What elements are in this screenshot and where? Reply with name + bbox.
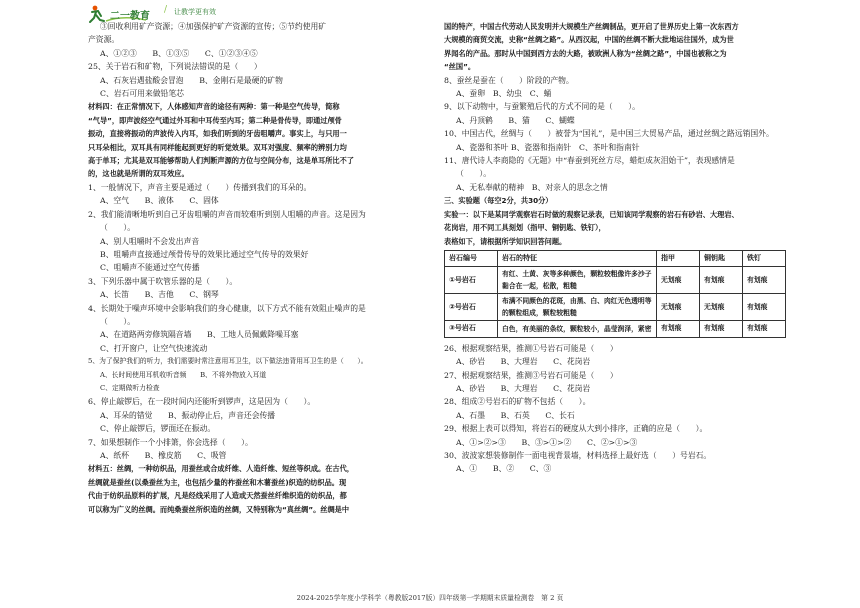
text-line: A、丹顶鹤 B、猫 C、蝴蝶 (456, 115, 575, 125)
text-line: （ ）。 (100, 316, 136, 326)
slogan-divider: / (164, 5, 168, 15)
text-line: 2、我们能清晰地听到自己牙齿咀嚼的声音而较难听到别人咀嚼的声音。这是因为 (88, 209, 366, 219)
text-line: 25、关于岩石和矿物，下列说法错误的是（ ） (88, 62, 262, 72)
text-line: 7、如果想制作一个小排箫，你会选择（ ）。 (88, 437, 253, 447)
rock-feature: 有红、土黄、灰等多种颜色，颗粒较粗像许多沙子黏合在一起，松散，粗糙 (498, 267, 657, 294)
text-line: A、瓷器和茶叶 B、瓷器和指南针 C、茶叶和指南针 (456, 142, 640, 152)
text-line: 4、长期处于噪声环境中会影响我们的身心健康，以下方式不能有效阻止噪声的是 (88, 303, 366, 313)
text-line: A、石墨 B、石英 C、长石 (456, 410, 575, 420)
iron-nail-result: 有划痕 (743, 294, 786, 321)
table-header: 铁钉 (743, 250, 786, 266)
text-line: A、别人咀嚼时不会发出声音 (100, 236, 200, 246)
text-line: A、砂岩 B、大理岩 C、花岗岩 (456, 357, 591, 367)
text-line: 花岗岩，用不同工具刻划（指甲、铜钥匙、铁钉）， (444, 223, 606, 233)
text-line: “气导”，即声波经空气通过外耳和中耳传至内耳；第二种是骨传导，即通过颅骨 (88, 115, 342, 125)
text-line: 大规模的商贸交流，史称“丝绸之路”。从西汉起，中国的丝绸不断大批地运往国外，成为世 (444, 35, 734, 45)
text-line: 28、组成②号岩石的矿物不包括（ ）。 (444, 397, 591, 407)
text-line: C、停止敲锣后，锣面还在振动。 (100, 424, 216, 434)
text-line: B、咀嚼声直接通过颅骨传导的效果比通过空气传导的效果好 (100, 249, 309, 259)
text-line: 实验一：以下是某同学观察岩石时做的观察记录表，已知该同学观察的岩石有砂岩、大理岩、 (444, 209, 739, 219)
text-line: 国的特产，中国古代劳动人民发明并大规模生产丝绸制品，更开启了世界历史上第一次东西方 (444, 22, 739, 31)
text-line: 丝绸就是蚕丝(以桑蚕丝为主，也包括少量的柞蚕丝和木薯蚕丝)织造的纺织品。现 (88, 477, 347, 487)
text-line: “丝国”。 (444, 62, 476, 72)
rock-number: ①号岩石 (445, 267, 498, 294)
text-line: 8、蚕丝是蚕在（ ）阶段的产物。 (444, 75, 574, 85)
text-line: A、砂岩 B、大理岩 C、花岗岩 (456, 383, 591, 393)
table-row (445, 294, 786, 321)
text-line: 10、中国古代，丝绸与（ ）被誉为“国礼”，是中国三大贸易产品，通过丝绸之路远销国外。 (444, 129, 774, 139)
table-header: 指甲 (657, 250, 700, 266)
text-line: A、长时间使用耳机收听音频 B、不将外物放入耳道 (100, 370, 267, 379)
right-column (444, 20, 802, 476)
text-line: 的，这也就是所谓的双耳效应。 (88, 169, 189, 179)
text-line: ③回收利用矿产资源；④加强保护矿产资源的宣传；⑤节约使用矿 (100, 22, 327, 31)
text-line: 30、波波家想装修制作一面电视背景墙，材料选择上最好选（ ）号岩石。 (444, 450, 712, 460)
text-line: 振动，直接将振动的声波传入内耳，如我们听到的牙齿咀嚼声。事实上，与只用一 (88, 129, 347, 139)
text-line: 可以称为广义的丝绸。而纯桑蚕丝所织造的丝绸，又特别称为“真丝绸”。丝绸是中 (88, 504, 350, 514)
slogan: 让教学更有效 (174, 8, 216, 16)
material-five-continued (444, 20, 802, 248)
table-row (445, 267, 786, 294)
table-header: 岩石编号 (445, 250, 498, 266)
copper-key-result: 有划痕 (700, 321, 743, 337)
text-line: C、岩石可用来做铅笔芯 (100, 89, 184, 99)
text-line: A、纸杯 B、橡皮筋 C、吸管 (100, 451, 227, 460)
text-line: A、石灰岩遇盐酸会冒泡 B、金刚石是最硬的矿物 (100, 75, 283, 85)
text-line: A、长笛 B、吉他 C、钢琴 (100, 290, 219, 300)
text-line: A、① B、② C、③ (456, 464, 552, 474)
fingernail-result: 有划痕 (657, 321, 700, 337)
text-line: C、定期做听力检查 (100, 383, 160, 392)
text-line: 9、以下动物中，与蚕繁殖后代的方式不同的是（ ）。 (444, 102, 640, 112)
text-line: 27、根据观察结果，推测③号岩石可能是（ ） (444, 370, 618, 380)
rock-number: ②号岩石 (445, 294, 498, 321)
text-line: 材料五：丝绸，一种纺织品，用蚕丝或合成纤维、人造纤维、短丝等织成。在古代， (88, 464, 354, 474)
rock-feature: 白色，有美丽的条纹，颗粒较小，晶莹润泽，紧密 (498, 321, 657, 337)
text-line: 三、实验题（每空2分，共30分） (444, 196, 553, 206)
table-header-row (445, 250, 786, 266)
text-line: A、蚕卵 B、幼虫 C、蛹 (456, 89, 552, 99)
text-line: 5、为了保护我们的听力，我们需要时常注意用耳卫生，以下做法违背用耳卫生的是（ ）。 (88, 357, 368, 366)
left-column (88, 20, 430, 516)
table-row (445, 321, 786, 337)
rock-observation-table (444, 250, 786, 338)
text-line: 11、唐代诗人李商隐的《无题》中“春蚕到死丝方尽，蜡炬成灰泪始干”，表现感情是 (444, 156, 735, 166)
text-line: （ ）。 (456, 169, 492, 179)
text-line: A、耳朵的错觉 B、振动停止后，声音还会传播 (100, 410, 276, 420)
text-line: A、①②③ B、①③⑤ C、①②③④⑤ (100, 48, 258, 58)
table-header: 岩石的特征 (498, 250, 657, 266)
text-line: A、无私奉献的精神 B、对亲人的思念之情 (456, 182, 608, 192)
copper-key-result: 无划痕 (700, 294, 743, 321)
logo-text: 二一教育 (110, 11, 150, 22)
table-header: 铜钥匙 (700, 250, 743, 266)
text-line: （ ）。 (100, 223, 136, 233)
text-line: 界闻名的产品。那时从中国到西方去的大路，被欧洲人称为“丝绸之路”，中国也被称之为 (444, 48, 727, 58)
text-line: 产资源。 (88, 35, 120, 45)
text-line: 材料四：在正常情况下，人体感知声音的途径有两种：第一种是空气传导，简称 (88, 102, 340, 112)
text-line: 3、下列乐器中属于吹管乐器的是（ ）。 (88, 276, 238, 286)
fingernail-result: 无划痕 (657, 294, 700, 321)
rock-number: ③号岩石 (445, 321, 498, 337)
text-line: 只耳朵相比，双耳具有同样能起到更好的听觉效果。双耳对强度、频率的辨别力均 (88, 142, 347, 152)
text-line: 6、停止敲锣后，在一段时间内还能听到锣声，这是因为（ ）。 (88, 397, 316, 407)
text-line: A、空气 B、液体 C、固体 (100, 196, 219, 206)
text-line: C、咀嚼声不能通过空气传播 (100, 263, 200, 273)
text-line: C、打开窗户，让空气快速流动 (100, 343, 208, 353)
text-line: A、①>②>③ B、③>①>② C、②>①>③ (456, 437, 638, 447)
iron-nail-result: 有划痕 (743, 321, 786, 337)
iron-nail-result: 有划痕 (743, 267, 786, 294)
experiment-questions (444, 342, 802, 476)
text-line: 1、一般情况下，声音主要是通过（ ）传播到我们的耳朵的。 (88, 182, 312, 192)
rock-feature: 布满不同颜色的花斑，由黑、白、肉红无色透明等的颗粒组成，颗粒较粗糙 (498, 294, 657, 321)
page-footer: 2024-2025学年度小学科学（粤教版2017版）四年级第一学期期末质量检测卷 第 2 页 (296, 594, 564, 602)
text-line: A、在道路两旁修筑隔音墙 B、工地人员佩戴降噪耳塞 (100, 330, 299, 340)
text-line: 表格如下，请根据所学知识回答问题。 (444, 236, 567, 246)
text-line: 代由于纺织品原料的扩展，凡是经线采用了人造或天然蚕丝纤维织造的纺织品，都 (88, 491, 347, 501)
copper-key-result: 有划痕 (700, 267, 743, 294)
fingernail-result: 无划痕 (657, 267, 700, 294)
text-line: 29、根据上表可以得知，将岩石的硬度从大到小排序，正确的应是（ ）。 (444, 424, 708, 434)
text-line: 26、根据观察结果，推测①号岩石可能是（ ） (444, 343, 618, 353)
text-line: 高于单耳；尤其是双耳能够帮助人们判断声源的方位与空间分布，这是单耳所比不了 (88, 156, 354, 166)
